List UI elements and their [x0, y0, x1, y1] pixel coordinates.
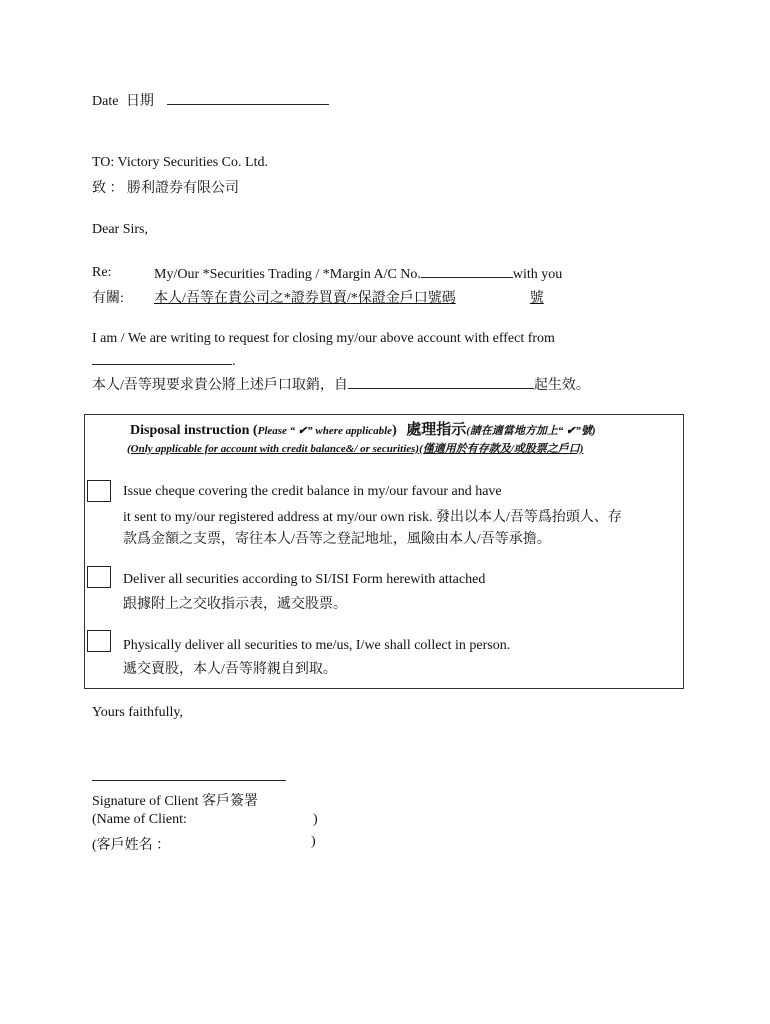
re-text-b: with you — [512, 267, 563, 282]
re-label: Re: — [92, 265, 112, 280]
disposal-title-cn: 處理指示 — [406, 422, 467, 438]
request-cn-b: 起生效。 — [533, 378, 590, 393]
re-text-cn-a: 本人/吾等在貴公司之*證券買賣/*保證金戶口號碼 — [154, 291, 456, 306]
signature-label: Signature of Client 客戶簽署 — [92, 794, 259, 809]
account-number-field-cn[interactable] — [456, 290, 530, 302]
disposal-title-cn-note: (請在適當地方加上“ ✔”號) — [466, 425, 596, 437]
date-row — [92, 90, 329, 110]
request-cn-a: 本人/吾等現要求貴公將上述戶口取銷，自 — [92, 378, 348, 393]
disposal-note-cn: (僅適用於有存款及/或股票之戶口) — [419, 443, 584, 455]
client-name-label-cn: (客戶姓名 ： — [92, 838, 171, 853]
re-text-cn — [154, 287, 544, 307]
effective-date-field[interactable] — [92, 352, 232, 365]
recipient-en: TO: Victory Securities Co. Ltd. — [92, 155, 268, 170]
date-label-cn: 日期 — [125, 94, 154, 109]
disposal-title-open: ( — [252, 423, 258, 438]
re-text-a: My/Our *Securities Trading / *Margin A/C No. — [154, 267, 421, 282]
option-deliver-si-line1: Deliver all securities according to SI/ISI Form herewith attached — [123, 572, 486, 587]
recipient-cn: 致 ： 勝利證券有限公司 — [92, 181, 239, 196]
date-label: Date — [92, 94, 119, 109]
disposal-note: (Only applicable for account with credit balance&/ or securities) — [127, 443, 420, 455]
option-physical-delivery-line1: Physically deliver all securities to me/us, I/we shall collect in person. — [123, 638, 511, 653]
disposal-title: Disposal instruction — [130, 423, 250, 438]
option-cheque-line2: it sent to my/our registered address at my/our own risk. 發出以本人/吾等爲抬頭人、存 — [123, 510, 622, 525]
option-physical-delivery-checkbox[interactable] — [87, 630, 111, 652]
disposal-title-close: ) — [392, 423, 397, 438]
disposal-title-row — [130, 418, 596, 439]
request-end: . — [232, 354, 236, 369]
disposal-title-note: Please “ ✔” where applicable — [257, 425, 393, 437]
effective-date-row — [92, 352, 236, 370]
effective-date-field-cn[interactable] — [348, 376, 534, 389]
salutation: Dear Sirs, — [92, 222, 148, 237]
date-field[interactable] — [167, 92, 329, 105]
option-deliver-si-checkbox[interactable] — [87, 566, 111, 588]
option-cheque-line1: Issue cheque covering the credit balance in my/our favour and have — [123, 484, 502, 499]
disposal-note-row — [127, 440, 583, 457]
option-deliver-si-line2: 跟據附上之交收指示表，遞交股票。 — [123, 597, 347, 612]
client-name-label: (Name of Client: — [92, 812, 187, 827]
re-label-cn: 有關: — [92, 291, 124, 306]
option-cheque-line3: 款爲金額之支票，寄往本人/吾等之登記地址，風險由本人/吾等承擔。 — [123, 532, 551, 547]
re-text — [154, 265, 562, 283]
option-cheque-checkbox[interactable] — [87, 480, 111, 502]
signature-line[interactable] — [92, 780, 286, 781]
account-number-field[interactable] — [421, 265, 513, 278]
client-name-cn-close-paren: ) — [311, 834, 316, 849]
re-text-cn-b: 號 — [529, 291, 544, 306]
client-name-close-paren: ) — [313, 812, 318, 827]
request-text-en: I am / We are writing to request for closing my/our above account with effect from — [92, 331, 555, 346]
request-text-cn — [92, 374, 590, 394]
closing: Yours faithfully, — [92, 705, 184, 720]
option-physical-delivery-line2: 遞交賣股，本人/吾等將親自到取。 — [123, 662, 337, 677]
